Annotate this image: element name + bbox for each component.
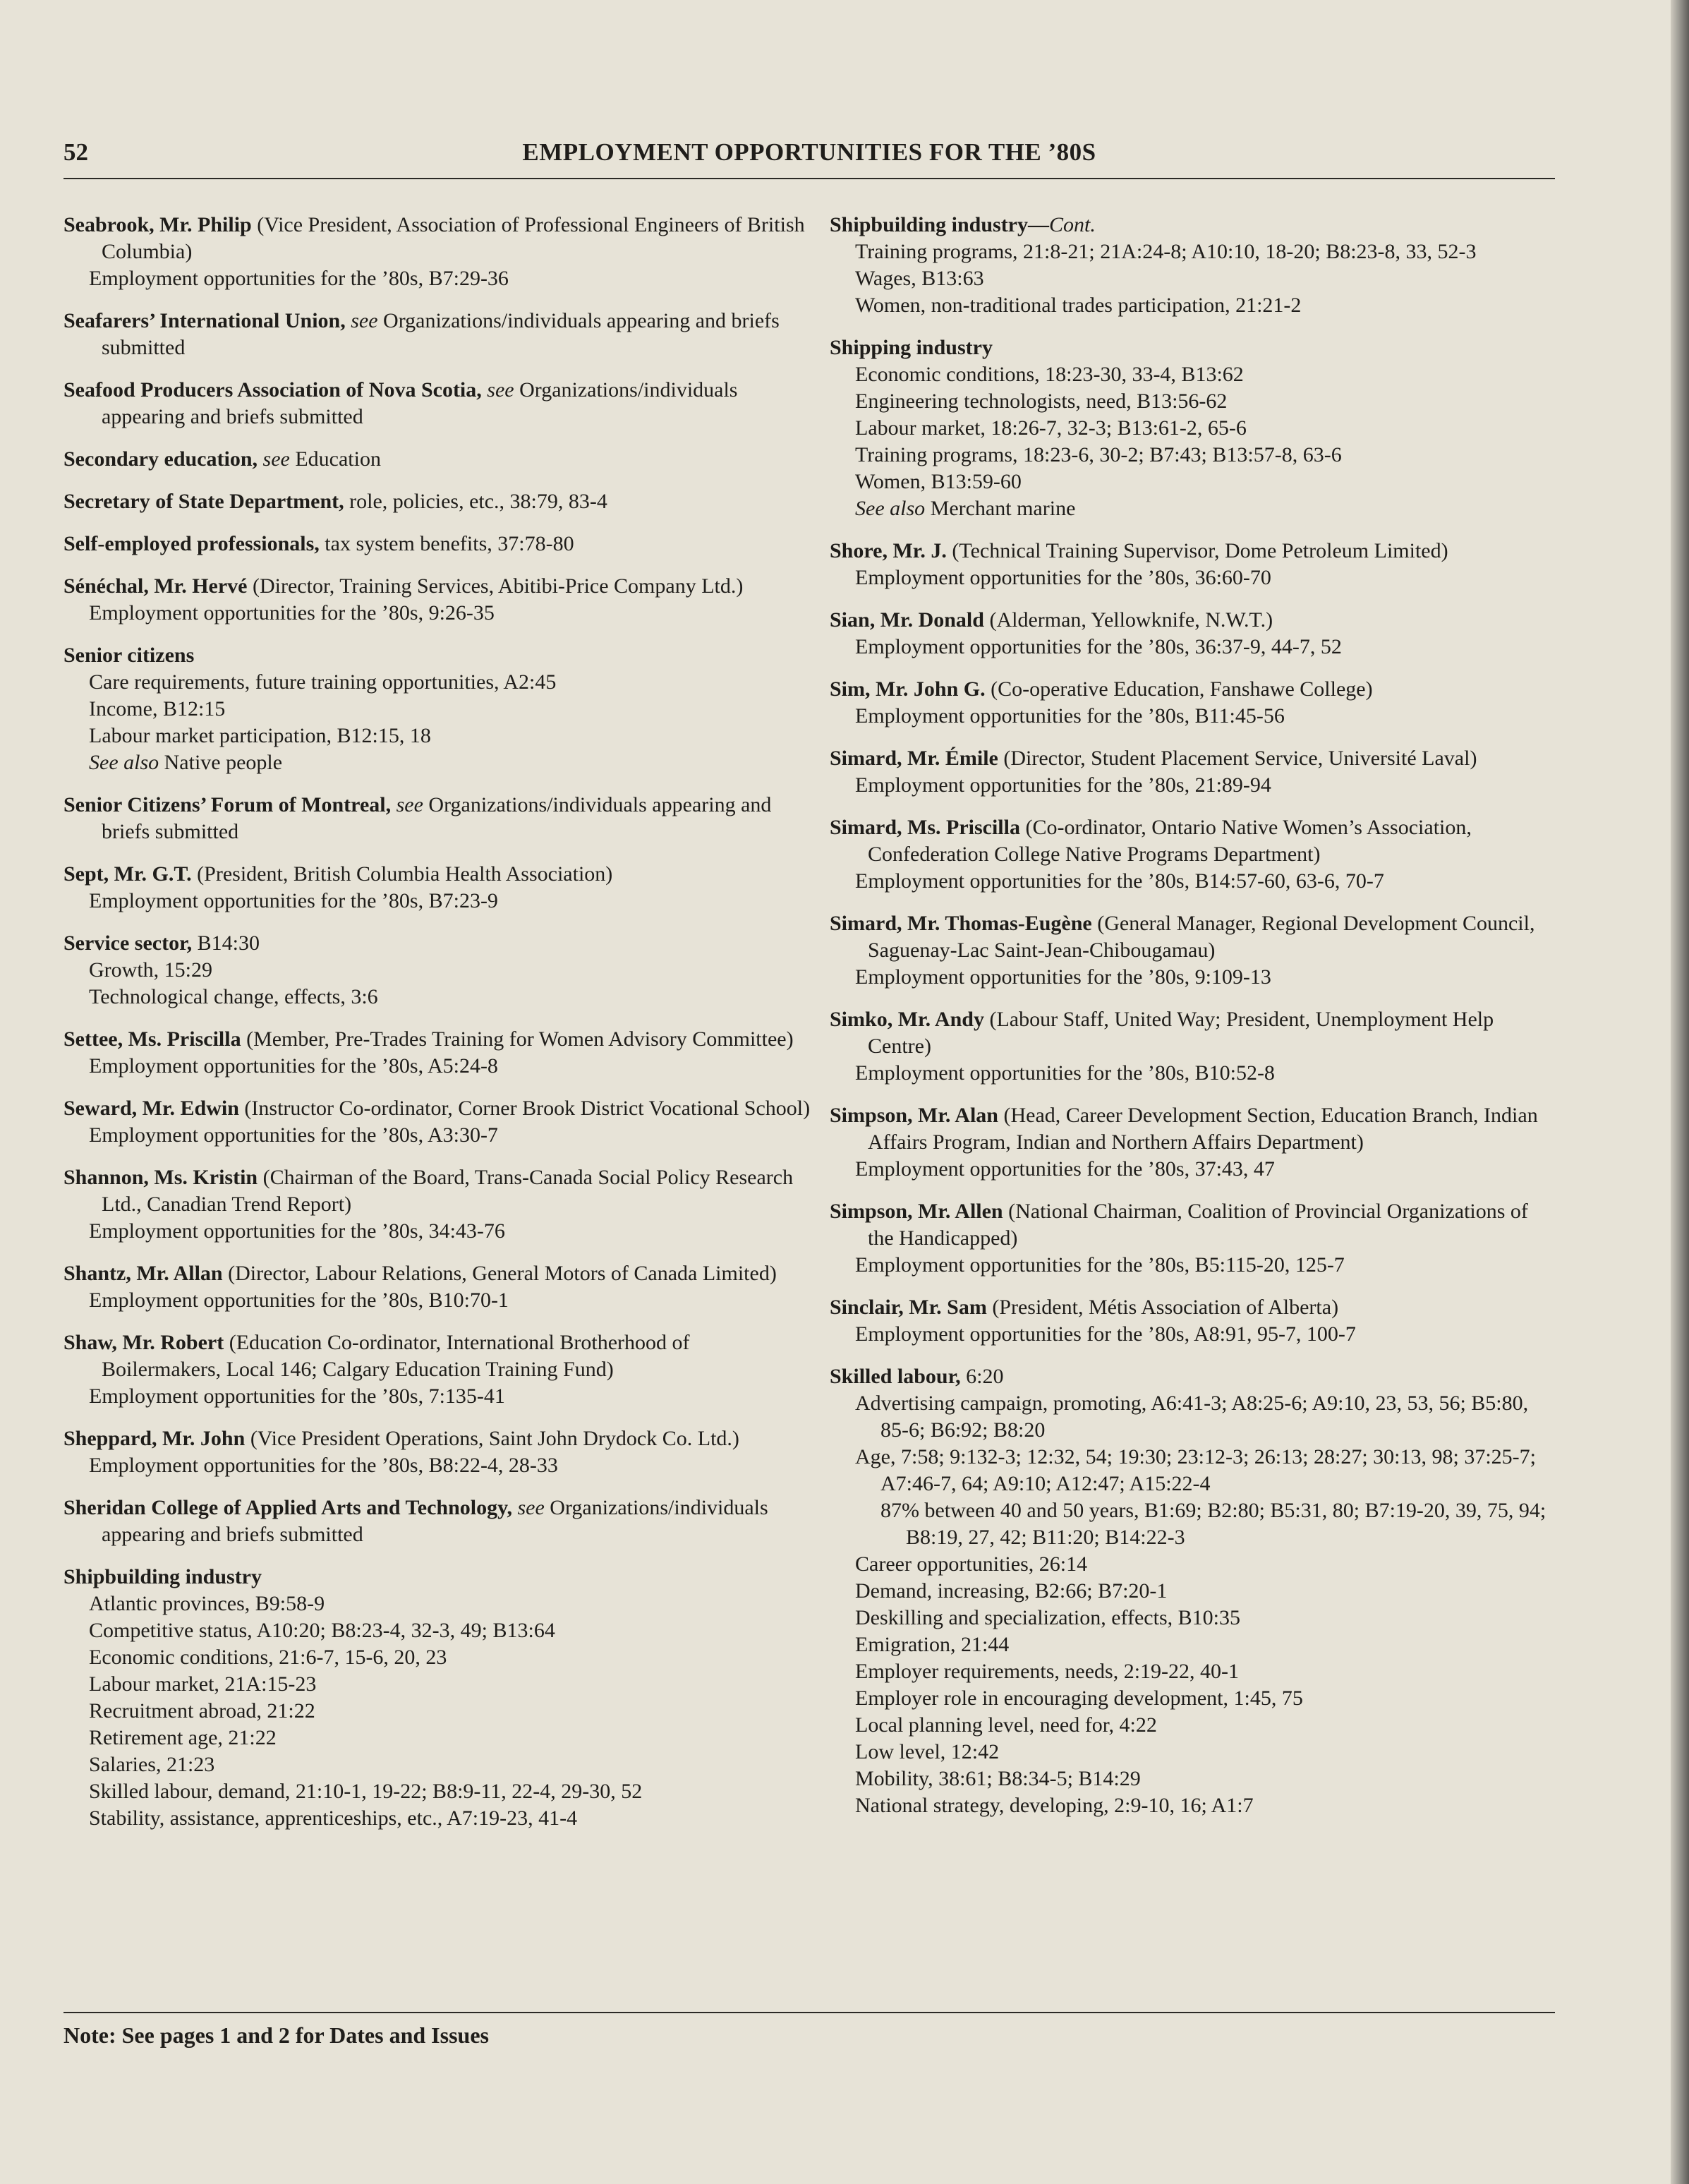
- entry-heading-text: (Technical Training Supervisor, Dome Petroleum Limited): [946, 539, 1448, 562]
- entry-subheading: Employment opportunities for the ’80s, 37:43, 47: [855, 1157, 1275, 1181]
- footer-rule: [63, 2012, 1555, 2013]
- entry-heading-text: Education: [289, 447, 381, 471]
- index-entry: [63, 573, 811, 627]
- entry-subheading: Competitive status, A10:20; B8:23-4, 32-3, 49; B13:64: [89, 1619, 555, 1642]
- entry-heading: [63, 308, 811, 361]
- entry-heading-text: role, policies, etc., 38:79, 83-4: [344, 490, 607, 513]
- entry-term: Shannon, Ms. Kristin: [63, 1166, 258, 1189]
- entry-heading: [830, 1102, 1556, 1156]
- entry-term: Simard, Mr. Émile: [830, 747, 998, 770]
- entry-subheading: Low level, 12:42: [855, 1740, 1000, 1763]
- see-also-target: Native people: [159, 751, 283, 774]
- entry-heading: [63, 930, 811, 957]
- index-entry: [830, 910, 1556, 991]
- entry-see-also: [830, 495, 1556, 522]
- entry-heading: [63, 1564, 811, 1591]
- entry-term: Sénéchal, Mr. Hervé: [63, 574, 248, 598]
- running-title: EMPLOYMENT OPPORTUNITIES FOR THE ’80S: [522, 138, 1096, 166]
- entry-heading: [830, 814, 1556, 868]
- entry-term: Sheppard, Mr. John: [63, 1427, 246, 1450]
- entry-heading-text: (Education Co-ordinator, International Brotherhood of Boilermakers, Local 146; Calgary Education Training Fund): [102, 1331, 690, 1381]
- entry-term: Sim, Mr. John G.: [830, 677, 986, 701]
- entry-subheading: Employment opportunities for the ’80s, 9:26-35: [89, 601, 495, 625]
- index-entry: [830, 1198, 1556, 1279]
- index-entry: [830, 334, 1556, 522]
- entry-heading-text: (Head, Career Development Section, Education Branch, Indian Affairs Program, Indian and Northern Affairs Department): [868, 1104, 1538, 1154]
- index-entry: [63, 1164, 811, 1245]
- entry-term: Secondary education,: [63, 447, 258, 471]
- index-entry: [830, 1006, 1556, 1087]
- entry-subheading: Wages, B13:63: [855, 267, 984, 290]
- index-entry: [63, 1329, 811, 1410]
- entry-heading: [63, 1495, 811, 1548]
- entry-heading-text: (Member, Pre-Trades Training for Women Advisory Committee): [241, 1027, 794, 1051]
- entry-heading: [63, 1095, 811, 1122]
- entry-term: Simard, Mr. Thomas-Eugène: [830, 912, 1092, 935]
- entry-heading-text: (Vice President, Association of Professional Engineers of British Columbia): [102, 213, 805, 263]
- index-entry: [63, 488, 811, 515]
- index-entry: [830, 607, 1556, 660]
- entry-subheading: Care requirements, future training opportunities, A2:45: [89, 670, 557, 694]
- index-entry: [63, 308, 811, 361]
- index-entry: [830, 745, 1556, 799]
- entry-subheading: Employment opportunities for the ’80s, B10:70-1: [89, 1289, 509, 1312]
- index-entry: [63, 1095, 811, 1149]
- entry-heading-text: (General Manager, Regional Development Council, Saguenay-Lac Saint-Jean-Chibougamau): [868, 912, 1535, 962]
- entry-subheading: Women, non-traditional trades participation, 21:21-2: [855, 294, 1302, 317]
- entry-subheading: Labour market, 18:26-7, 32-3; B13:61-2, 65-6: [855, 416, 1247, 440]
- entry-subheading: National strategy, developing, 2:9-10, 16; A1:7: [855, 1794, 1254, 1817]
- entry-see-label: see: [517, 1496, 545, 1519]
- entry-subheading: Employment opportunities for the ’80s, A5:24-8: [89, 1054, 498, 1078]
- entry-subheading: Demand, increasing, B2:66; B7:20-1: [855, 1579, 1168, 1603]
- entry-subheading: Employment opportunities for the ’80s, 36:37-9, 44-7, 52: [855, 635, 1342, 658]
- entry-heading: [63, 488, 811, 515]
- entry-subheading: Local planning level, need for, 4:22: [855, 1713, 1157, 1737]
- entry-heading-text: (National Chairman, Coalition of Provincial Organizations of the Handicapped): [868, 1200, 1528, 1250]
- entry-term: Seafarers’ International Union,: [63, 309, 346, 332]
- entry-term: Secretary of State Department,: [63, 490, 344, 513]
- entry-heading: [63, 861, 811, 888]
- entry-heading: [63, 1026, 811, 1053]
- entry-heading: [63, 212, 811, 265]
- entry-term: Seward, Mr. Edwin: [63, 1097, 239, 1120]
- entry-term: Sept, Mr. G.T.: [63, 862, 192, 886]
- entry-subheading: Employer role in encouraging development, 1:45, 75: [855, 1687, 1303, 1710]
- entry-subheading: Employment opportunities for the ’80s, B5:115-20, 125-7: [855, 1253, 1345, 1277]
- entry-heading: [63, 1164, 811, 1218]
- entry-subheading: Skilled labour, demand, 21:10-1, 19-22; B8:9-11, 22-4, 29-30, 52: [89, 1780, 643, 1803]
- entry-subheading: Employment opportunities for the ’80s, 34:43-76: [89, 1219, 505, 1243]
- entry-term: Settee, Ms. Priscilla: [63, 1027, 241, 1051]
- entry-subheading: Employment opportunities for the ’80s, B7:29-36: [89, 267, 509, 290]
- entry-subheading: Employer requirements, needs, 2:19-22, 40-1: [855, 1660, 1240, 1683]
- entry-term: Simard, Ms. Priscilla: [830, 816, 1020, 839]
- entry-subheading: Retirement age, 21:22: [89, 1726, 277, 1749]
- index-entry: [63, 531, 811, 557]
- entry-subheading: Employment opportunities for the ’80s, B10:52-8: [855, 1061, 1275, 1085]
- entry-heading-text: Organizations/individuals appearing and briefs submitted: [102, 793, 772, 843]
- index-entry: [63, 1564, 811, 1832]
- index-entry: [63, 1026, 811, 1080]
- entry-subheading: Labour market, 21A:15-23: [89, 1672, 317, 1696]
- entry-heading-text: Organizations/individuals appearing and briefs submitted: [102, 378, 738, 428]
- entry-term: Sian, Mr. Donald: [830, 608, 984, 632]
- index-entry: [63, 212, 811, 292]
- entry-term: Skilled labour,: [830, 1365, 961, 1388]
- footer-note: Note: See pages 1 and 2 for Dates and Issues: [63, 2022, 489, 2048]
- entry-subheading: Economic conditions, 21:6-7, 15-6, 20, 23: [89, 1646, 447, 1669]
- entry-heading: [63, 531, 811, 557]
- entry-subheading: Training programs, 18:23-6, 30-2; B7:43; B13:57-8, 63-6: [855, 443, 1342, 466]
- entry-term: Senior Citizens’ Forum of Montreal,: [63, 793, 392, 816]
- entry-term: Service sector,: [63, 931, 193, 955]
- entry-see-label: Cont.: [1049, 213, 1096, 236]
- page-edge-shadow: [1671, 0, 1689, 2184]
- entry-heading-text: (Vice President Operations, Saint John Drydock Co. Ltd.): [245, 1427, 739, 1450]
- entry-subheading: Stability, assistance, apprenticeships, etc., A7:19-23, 41-4: [89, 1806, 578, 1830]
- entry-subheading: Engineering technologists, need, B13:56-62: [855, 390, 1228, 413]
- entry-heading-text: (Director, Labour Relations, General Motors of Canada Limited): [222, 1262, 777, 1285]
- entry-heading: [63, 446, 811, 473]
- entry-term: Simko, Mr. Andy: [830, 1008, 984, 1031]
- entry-heading-text: (Chairman of the Board, Trans-Canada Social Policy Research Ltd., Canadian Trend Report): [102, 1166, 794, 1216]
- entry-subheading: Training programs, 21:8-21; 21A:24-8; A10:10, 18-20; B8:23-8, 33, 52-3: [855, 240, 1477, 263]
- entry-heading-text: B14:30: [192, 931, 260, 955]
- index-column-left: [63, 212, 811, 1847]
- entry-subheading: Women, B13:59-60: [855, 470, 1022, 493]
- entry-subheading: Employment opportunities for the ’80s, A3:30-7: [89, 1123, 498, 1147]
- entry-heading: [830, 676, 1556, 703]
- entry-subheading: Recruitment abroad, 21:22: [89, 1699, 315, 1723]
- index-column-right: [830, 212, 1556, 1835]
- entry-term: Shipbuilding industry: [63, 1565, 262, 1588]
- entry-subheading: Salaries, 21:23: [89, 1753, 215, 1776]
- entry-heading: [63, 1329, 811, 1383]
- entry-heading-text: [258, 447, 263, 471]
- index-entry: [830, 538, 1556, 591]
- entry-subheading: Income, B12:15: [89, 697, 226, 720]
- entry-subheading: Employment opportunities for the ’80s, 21:89-94: [855, 773, 1271, 797]
- index-entry: [63, 1260, 811, 1314]
- entry-heading: [830, 1006, 1556, 1060]
- entry-subheading: Employment opportunities for the ’80s, B8:22-4, 28-33: [89, 1454, 558, 1477]
- entry-heading-text: (Co-operative Education, Fanshawe College): [985, 677, 1373, 701]
- entry-heading-text: (President, Métis Association of Alberta): [986, 1296, 1339, 1319]
- entry-heading-text: tax system benefits, 37:78-80: [319, 532, 574, 555]
- entry-see-label: see: [396, 793, 423, 816]
- entry-term: Shipping industry: [830, 336, 993, 359]
- entry-term: Shantz, Mr. Allan: [63, 1262, 223, 1285]
- entry-term: Shipbuilding industry—: [830, 213, 1050, 236]
- index-entry: [63, 930, 811, 1010]
- entry-term: Self-employed professionals,: [63, 532, 320, 555]
- entry-term: Sinclair, Mr. Sam: [830, 1296, 987, 1319]
- entry-subheading: Employment opportunities for the ’80s, 36:60-70: [855, 566, 1271, 589]
- index-entry: [63, 446, 811, 473]
- entry-term: Sheridan College of Applied Arts and Technology,: [63, 1496, 512, 1519]
- index-entry: [830, 1102, 1556, 1183]
- entry-heading-text: Organizations/individuals appearing and briefs submitted: [102, 1496, 768, 1546]
- entry-subheading: Technological change, effects, 3:6: [89, 985, 378, 1008]
- index-entry: [830, 212, 1556, 319]
- index-entry: [63, 377, 811, 430]
- entry-heading: [830, 1363, 1556, 1390]
- index-entry: [63, 792, 811, 845]
- entry-heading: [830, 1294, 1556, 1321]
- entry-term: Senior citizens: [63, 644, 195, 667]
- entry-sub-subheading: 87% between 40 and 50 years, B1:69; B2:80; B5:31, 80; B7:19-20, 39, 75, 94; B8:19, 27, 42; B11:20; B14:22-3: [880, 1499, 1546, 1549]
- entry-heading: [63, 377, 811, 430]
- entry-heading-text: [391, 793, 396, 816]
- entry-subheading: Advertising campaign, promoting, A6:41-3; A8:25-6; A9:10, 23, 53, 56; B5:80, 85-6; B6:92; B8:20: [855, 1392, 1529, 1442]
- entry-subheading: Employment opportunities for the ’80s, 9:109-13: [855, 965, 1271, 989]
- entry-see-label: see: [487, 378, 514, 402]
- entry-heading-text: (Co-ordinator, Ontario Native Women’s Association, Confederation College Native Programs Department): [868, 816, 1472, 866]
- entry-subheading: Mobility, 38:61; B8:34-5; B14:29: [855, 1767, 1141, 1790]
- index-entry: [830, 676, 1556, 730]
- entry-heading: [63, 792, 811, 845]
- entry-heading: [830, 538, 1556, 565]
- entry-heading-text: (Alderman, Yellowknife, N.W.T.): [983, 608, 1273, 632]
- entry-heading-text: Organizations/individuals appearing and briefs submitted: [102, 309, 780, 359]
- page-header: [63, 138, 1555, 179]
- entry-heading: [63, 1260, 811, 1287]
- entry-heading: [830, 607, 1556, 634]
- entry-heading-text: (Director, Training Services, Abitibi-Price Company Ltd.): [247, 574, 744, 598]
- entry-heading-text: (Director, Student Placement Service, Université Laval): [998, 747, 1477, 770]
- index-entry: [63, 642, 811, 776]
- entry-heading: [63, 573, 811, 600]
- entry-heading-text: (President, British Columbia Health Association): [191, 862, 613, 886]
- entry-subheading: Age, 7:58; 9:132-3; 12:32, 54; 19:30; 23:12-3; 26:13; 28:27; 30:13, 98; 37:25-7; A7:46-7, 64; A9:10; A12:47; A15:22-4: [855, 1445, 1536, 1495]
- entry-heading-text: (Labour Staff, United Way; President, Unemployment Help Centre): [868, 1008, 1494, 1058]
- entry-subheading: Atlantic provinces, B9:58-9: [89, 1592, 325, 1615]
- entry-subheading: Employment opportunities for the ’80s, 7:135-41: [89, 1384, 505, 1408]
- index-entry: [63, 1495, 811, 1548]
- entry-subheading: Deskilling and specialization, effects, B10:35: [855, 1606, 1240, 1629]
- entry-subheading: Employment opportunities for the ’80s, B7:23-9: [89, 889, 498, 912]
- entry-heading: [63, 642, 811, 669]
- entry-subheading: Employment opportunities for the ’80s, A8:91, 95-7, 100-7: [855, 1322, 1356, 1346]
- entry-term: Seafood Producers Association of Nova Scotia,: [63, 378, 482, 402]
- entry-see-label: see: [351, 309, 378, 332]
- entry-subheading: Growth, 15:29: [89, 958, 212, 982]
- page-number: 52: [63, 138, 88, 166]
- index-entry: [830, 814, 1556, 895]
- entry-term: Simpson, Mr. Allen: [830, 1200, 1003, 1223]
- index-entry: [830, 1363, 1556, 1819]
- index-entry: [63, 1425, 811, 1479]
- entry-heading: [830, 212, 1556, 239]
- entry-heading: [830, 334, 1556, 361]
- index-entry: [830, 1294, 1556, 1348]
- entry-term: Shore, Mr. J.: [830, 539, 947, 562]
- entry-heading: [830, 1198, 1556, 1252]
- entry-heading-text: 6:20: [960, 1365, 1004, 1388]
- entry-see-also: [63, 749, 811, 776]
- index-entry: [63, 861, 811, 915]
- entry-term: Shaw, Mr. Robert: [63, 1331, 224, 1354]
- entry-subheading: Labour market participation, B12:15, 18: [89, 724, 431, 747]
- entry-subheading: Employment opportunities for the ’80s, B14:57-60, 63-6, 70-7: [855, 869, 1384, 893]
- see-also-target: Merchant marine: [925, 497, 1076, 520]
- entry-heading: [830, 910, 1556, 964]
- entry-heading-text: (Instructor Co-ordinator, Corner Brook District Vocational School): [238, 1097, 811, 1120]
- see-also-label: See also: [89, 751, 159, 774]
- see-also-label: See also: [855, 497, 926, 520]
- entry-see-label: see: [262, 447, 290, 471]
- entry-subheading: Career opportunities, 26:14: [855, 1552, 1088, 1576]
- entry-subheading: Employment opportunities for the ’80s, B11:45-56: [855, 704, 1285, 728]
- entry-term: Seabrook, Mr. Philip: [63, 213, 252, 236]
- entry-subheading: Emigration, 21:44: [855, 1633, 1010, 1656]
- entry-subheading: Economic conditions, 18:23-30, 33-4, B13:62: [855, 363, 1244, 386]
- entry-heading: [830, 745, 1556, 772]
- entry-term: Simpson, Mr. Alan: [830, 1104, 998, 1127]
- entry-heading: [63, 1425, 811, 1452]
